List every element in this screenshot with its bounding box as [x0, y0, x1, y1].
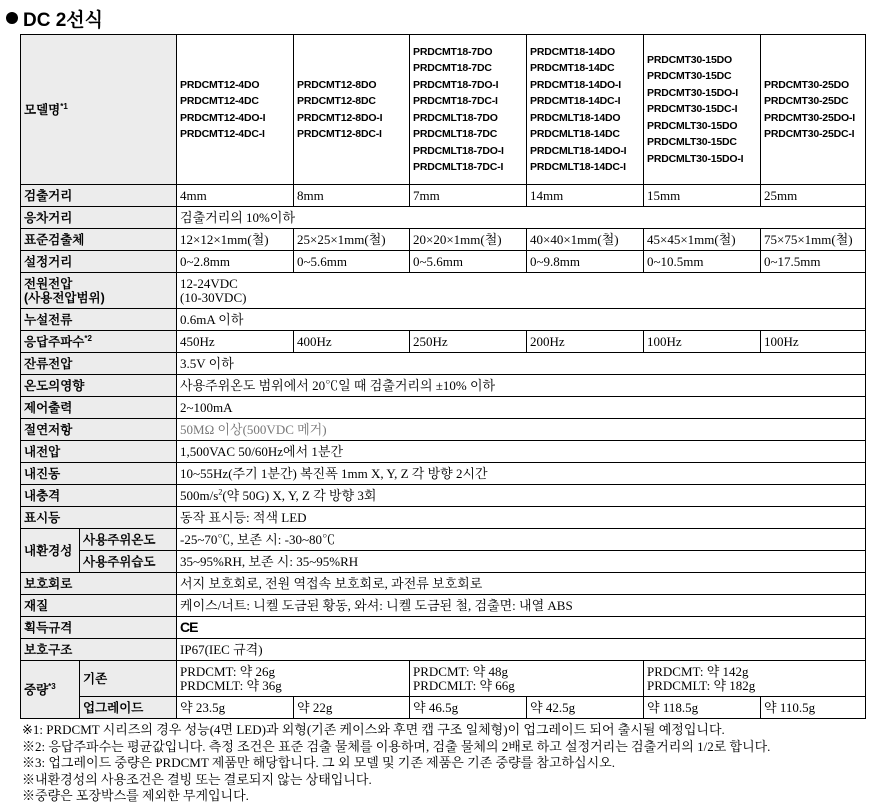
value-cell: 15mm [644, 185, 761, 207]
value-cell: 4mm [177, 185, 294, 207]
model-name: PRDCMLT18-14DC [530, 128, 620, 140]
value-cell: 0~10.5mm [644, 251, 761, 273]
footnote: ※내환경성의 사용조건은 결빙 또는 결로되지 않는 상태입니다. [22, 771, 372, 787]
row-environment-temp [21, 529, 866, 551]
label-response: 응답주파수$^{*2}$ [21, 331, 177, 353]
footnote: ※1: PRDCMT 시리즈의 경우 성능(4면 LED)과 외형(기존 케이스와 후면 캡 구조 일체형)이 업그레이드 되어 출시될 예정입니다. [22, 722, 725, 737]
value-cell: 12-24VDC (10-30VDC) [177, 273, 866, 309]
value-cell: 검출거리의 10%이하 [177, 207, 866, 229]
section-header [6, 6, 103, 30]
model-name: PRDCMT12-8DC-I [297, 128, 382, 140]
row-shock [21, 485, 866, 507]
label-model: 모델명$^{*1}$ [21, 35, 177, 185]
value-cell: 35~95%RH, 보존 시: 35~95%RH [177, 551, 866, 573]
value-cell: IP67(IEC 규격) [177, 639, 866, 661]
model-name: PRDCMLT18-14DO-I [530, 144, 627, 157]
value-cell: 40×40×1mm(철) [527, 229, 644, 251]
model-col-6 [761, 35, 866, 185]
label-weight: 중량$^{*3}$ [21, 661, 80, 719]
value-cell: 약 118.5g [644, 697, 761, 719]
model-name: PRDCMT30-25DC [764, 95, 849, 107]
value-cell: 20×20×1mm(철) [410, 229, 527, 251]
value-cell: 0~5.6mm [410, 251, 527, 273]
label-shock: 내충격 [21, 485, 177, 507]
value-cell: 250Hz [410, 331, 527, 353]
model-name: PRDCMLT18-14DO [530, 111, 621, 124]
row-protection-structure [21, 639, 866, 661]
model-name: PRDCMT30-15DC [647, 70, 732, 83]
row-insulation [21, 419, 866, 441]
label-environment: 내환경성 [21, 529, 80, 573]
row-protection-circuit [21, 573, 866, 595]
value-cell: 사용주위온도 범위에서 20℃일 때 검출거리의 ±10% 이하 [177, 375, 866, 397]
model-name: PRDCMLT18-7DC-I [413, 161, 504, 173]
model-name: PRDCMT18-7DC-I [413, 95, 498, 107]
model-name: PRDCMT12-4DO-I [180, 111, 266, 124]
value-cell: 10~55Hz(주기 1분간) 복진폭 1mm X, Y, Z 각 방향 2시간 [177, 463, 866, 485]
model-col-4 [527, 35, 644, 185]
value-cell: 2~100mA [177, 397, 866, 419]
label-ambient-temp: 사용주위온도 [80, 529, 177, 551]
value-cell: 3.5V 이하 [177, 353, 866, 375]
value-cell: PRDCMT: 약 26g PRDCMLT: 약 36g [177, 661, 410, 697]
value-cell [177, 617, 866, 639]
value-cell: 1,500VAC 50/60Hz에서 1분간 [177, 441, 866, 463]
model-col-1 [177, 35, 294, 185]
footnote: ※중량은 포장박스를 제외한 무게입니다. [22, 788, 249, 803]
row-vibration [21, 463, 866, 485]
value-cell: 50MΩ 이상(500VDC 메거) [177, 419, 866, 441]
row-model [21, 35, 866, 185]
row-power [21, 273, 866, 309]
section-title: DC 2선식 [23, 9, 103, 31]
value-cell: 0~17.5mm [761, 251, 866, 273]
value-cell: 450Hz [177, 331, 294, 353]
row-approval [21, 617, 866, 639]
value-cell: 0.6mA 이하 [177, 309, 866, 331]
label-leakage: 누설전류 [21, 309, 177, 331]
value-cell: 0~9.8mm [527, 251, 644, 273]
value-cell: 8mm [294, 185, 410, 207]
model-name: PRDCMT12-8DO [297, 78, 377, 91]
label-power: 전원전압 (사용전압범위) [21, 273, 177, 309]
ce-mark-icon: CE [180, 619, 198, 635]
value-cell: -25~70℃, 보존 시: -30~80℃ [177, 529, 866, 551]
label-protection-circuit: 보호회로 [21, 573, 177, 595]
model-name: PRDCMT18-14DO [530, 45, 615, 58]
value-cell: 동작 표시등: 적색 LED [177, 507, 866, 529]
value-cell: 0~2.8mm [177, 251, 294, 273]
model-name: PRDCMT30-25DO-I [764, 111, 855, 124]
model-name: PRDCMT18-14DC [530, 62, 615, 74]
model-name: PRDCMT30-25DO [764, 78, 849, 91]
row-leakage [21, 309, 866, 331]
value-cell: 45×45×1mm(철) [644, 229, 761, 251]
model-name: PRDCMT12-4DC-I [180, 128, 265, 140]
model-name: PRDCMLT18-14DC-I [530, 161, 626, 173]
value-cell: 7mm [410, 185, 527, 207]
label-approval: 획득규격 [21, 617, 177, 639]
model-name: PRDCMT30-15DO [647, 53, 732, 66]
row-sensing-distance [21, 185, 866, 207]
value-cell: 75×75×1mm(철) [761, 229, 866, 251]
row-control-output [21, 397, 866, 419]
label-insulation: 절연저항 [21, 419, 177, 441]
label-weight-upgrade: 업그레이드 [80, 697, 177, 719]
value-cell: 약 110.5g [761, 697, 866, 719]
value-cell: 약 23.5g [177, 697, 294, 719]
row-residual-voltage [21, 353, 866, 375]
value-cell: 100Hz [644, 331, 761, 353]
value-cell: 12×12×1mm(철) [177, 229, 294, 251]
value-cell: 약 46.5g [410, 697, 527, 719]
label-weight-existing: 기존 [80, 661, 177, 697]
row-setting-distance [21, 251, 866, 273]
bullet-icon [6, 12, 18, 24]
row-response [21, 331, 866, 353]
value-cell: 약 22g [294, 697, 410, 719]
model-name: PRDCMLT18-7DC [413, 128, 498, 140]
value-cell: 14mm [527, 185, 644, 207]
value-cell: 약 42.5g [527, 697, 644, 719]
label-hysteresis: 응차거리 [21, 207, 177, 229]
label-dielectric: 내전압 [21, 441, 177, 463]
model-name: PRDCMT30-25DC-I [764, 128, 855, 140]
model-name: PRDCMT12-8DO-I [297, 111, 383, 124]
footnote: ※2: 응답주파수는 평균값입니다. 측정 조건은 표준 검출 물체를 이용하며, 검출 물체의 2배로 하고 설정거리는 검출거리의 1/2로 합니다. [22, 738, 771, 754]
model-name: PRDCMT18-14DC-I [530, 95, 621, 107]
spec-table [20, 34, 866, 719]
model-name: PRDCMT18-14DO-I [530, 78, 621, 91]
model-name: PRDCMT12-4DO [180, 78, 260, 91]
model-col-5 [644, 35, 761, 185]
model-name: PRDCMLT30-15DC [647, 136, 737, 149]
label-material: 재질 [21, 595, 177, 617]
model-name: PRDCMT30-15DC-I [647, 103, 738, 116]
label-sensing-distance: 검출거리 [21, 185, 177, 207]
footnote: ※3: 업그레이드 중량은 PRDCMT 제품만 해당합니다. 그 외 모델 및 기존 제품은 기존 중량를 참고하십시오. [22, 755, 615, 770]
model-name: PRDCMT18-7DO-I [413, 78, 499, 91]
value-cell: 200Hz [527, 331, 644, 353]
model-col-3 [410, 35, 527, 185]
label-protection-structure: 보호구조 [21, 639, 177, 661]
row-dielectric [21, 441, 866, 463]
row-weight-upgrade [21, 697, 866, 719]
model-name: PRDCMLT30-15DO [647, 119, 738, 132]
label-indicator: 표시등 [21, 507, 177, 529]
value-cell: 100Hz [761, 331, 866, 353]
model-name: PRDCMT12-4DC [180, 95, 259, 107]
label-ambient-humidity: 사용주위습도 [80, 551, 177, 573]
value-cell: 0~5.6mm [294, 251, 410, 273]
model-name: PRDCMT12-8DC [297, 95, 376, 107]
row-indicator [21, 507, 866, 529]
model-name: PRDCMT30-15DO-I [647, 86, 738, 99]
row-temp-effect [21, 375, 866, 397]
value-cell: 서지 보호회로, 전원 역접속 보호회로, 과전류 보호회로 [177, 573, 866, 595]
row-material [21, 595, 866, 617]
model-name: PRDCMT18-7DC [413, 62, 492, 74]
row-environment-humidity [21, 551, 866, 573]
value-cell: 25mm [761, 185, 866, 207]
model-name: PRDCMLT18-7DO-I [413, 144, 504, 157]
row-standard-target [21, 229, 866, 251]
value-cell: 400Hz [294, 331, 410, 353]
row-weight-existing [21, 661, 866, 697]
footnotes [22, 722, 882, 805]
label-setting-distance: 설정거리 [21, 251, 177, 273]
label-control-output: 제어출력 [21, 397, 177, 419]
value-cell: $500m/s^2$(약 50G) X, Y, Z 각 방향 3회 [177, 485, 866, 507]
label-standard-target: 표준검출체 [21, 229, 177, 251]
label-vibration: 내진동 [21, 463, 177, 485]
value-cell: PRDCMT: 약 142g PRDCMLT: 약 182g [644, 661, 866, 697]
value-cell: 케이스/너트: 니켈 도금된 황동, 와셔: 니켈 도금된 철, 검출면: 내열 ABS [177, 595, 866, 617]
model-name: PRDCMLT30-15DO-I [647, 152, 744, 165]
label-residual-voltage: 잔류전압 [21, 353, 177, 375]
value-cell: PRDCMT: 약 48g PRDCMLT: 약 66g [410, 661, 644, 697]
model-col-2 [294, 35, 410, 185]
row-hysteresis [21, 207, 866, 229]
label-temp-effect: 온도의영향 [21, 375, 177, 397]
model-name: PRDCMLT18-7DO [413, 111, 498, 124]
value-cell: 25×25×1mm(철) [294, 229, 410, 251]
model-name: PRDCMT18-7DO [413, 45, 493, 58]
